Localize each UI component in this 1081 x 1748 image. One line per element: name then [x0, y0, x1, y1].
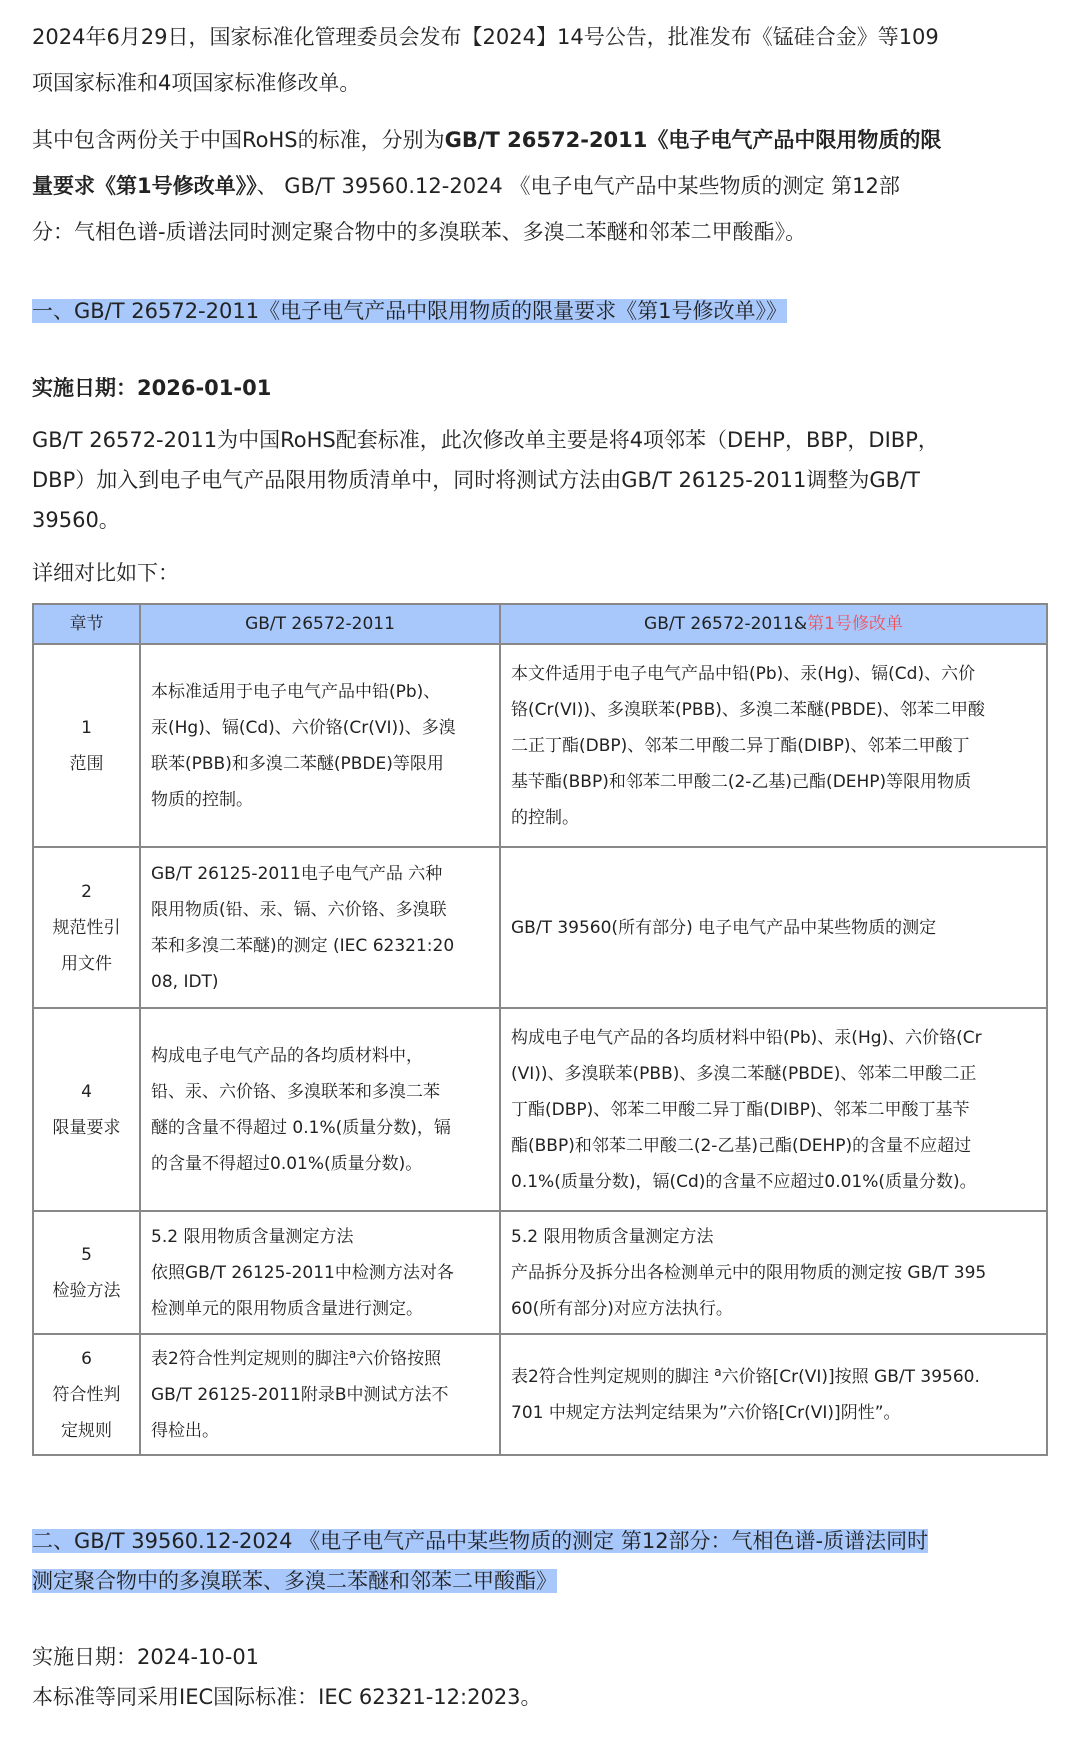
cell-line: 检测单元的限用物质含量进行测定。 — [151, 1298, 423, 1319]
section-name: 检验方法 — [52, 1280, 121, 1301]
old-cell — [140, 1334, 500, 1455]
section-name: 范围 — [69, 753, 104, 774]
intro-p1-line2: 项国家标准和4项国家标准修改单。 — [32, 71, 361, 95]
section1-desc-line2: DBP）加入到电子电气产品限用物质清单中，同时将测试方法由GB/T 26125-2011调整为GB/T — [32, 468, 920, 492]
cell-line: 的含量不得超过0.01%(质量分数)。 — [151, 1153, 423, 1174]
section2-heading: 二、GB/T 39560.12-2024 《电子电气产品中某些物质的测定 第12部分：气相色谱-质谱法同时 — [32, 1529, 929, 1553]
new-cell — [500, 644, 1047, 847]
cell-line: 产品拆分及拆分出各检测单元中的限用物质的测定按 GB/T 395 — [511, 1262, 987, 1283]
section-number: 1 — [81, 717, 92, 738]
cell-line: 基苄酯(BBP)和邻苯二甲酸二(2-乙基)己酯(DEHP)等限用物质 — [511, 771, 972, 792]
intro-p2-line1 — [32, 125, 941, 155]
new-cell — [500, 1334, 1047, 1455]
cell-line: 汞(Hg)、镉(Cd)、六价铬(Cr(VI))、多溴 — [151, 717, 456, 738]
section-name: 用文件 — [61, 953, 112, 974]
new-cell — [500, 847, 1047, 1008]
cell-line: 构成电子电气产品的各均质材料中铅(Pb)、汞(Hg)、六价铬(Cr — [511, 1027, 982, 1048]
cell-line: 铬(Cr(VI))、多溴联苯(PBB)、多溴二苯醚(PBDE)、邻苯二甲酸 — [511, 699, 985, 720]
section-name: 规范性引 — [52, 917, 121, 938]
cell-text: 六价铬按照 — [356, 1348, 442, 1369]
new-cell — [500, 1211, 1047, 1334]
table-row — [33, 847, 1047, 1008]
cell-line: 物质的控制。 — [151, 789, 253, 810]
section1-heading-line — [32, 296, 787, 326]
section2-heading-cont: 测定聚合物中的多溴联苯、多溴二苯醚和邻苯二甲酸酯》 — [32, 1569, 557, 1593]
cell-text: 表2符合性判定规则的脚注 — [151, 1348, 349, 1369]
intro-p2-bold-title-cont: 量要求《第1号修改单》》 — [32, 174, 257, 198]
header-new-standard — [500, 604, 1047, 644]
cell-line: 60(所有部分)对应方法执行。 — [511, 1298, 733, 1319]
section-cell — [33, 1334, 140, 1455]
old-cell — [140, 1211, 500, 1334]
section-number: 5 — [81, 1244, 92, 1265]
cell-line: 丁酯(DBP)、邻苯二甲酸二异丁酯(DIBP)、邻苯二甲酸丁基苄 — [511, 1099, 970, 1120]
cell-line: 得检出。 — [151, 1420, 219, 1441]
section2-date: 实施日期：2024-10-01 — [32, 1645, 260, 1669]
cell-line: GB/T 26125-2011电子电气产品 六种 — [151, 863, 443, 884]
cell-line: 醚的含量不得超过 0.1%(质量分数)，镉 — [151, 1117, 451, 1138]
new-cell — [500, 1008, 1047, 1211]
cell-line: 的控制。 — [511, 807, 579, 828]
footnote-marker: a — [714, 1364, 722, 1379]
section-number: 4 — [81, 1081, 92, 1102]
section2-note: 本标准等同采用IEC国际标准：IEC 62321-12:2023。 — [32, 1685, 542, 1709]
cell-line: 苯和多溴二苯醚)的测定 (IEC 62321:20 — [151, 935, 455, 956]
compare-intro: 详细对比如下： — [32, 561, 179, 585]
cell-line: 限用物质(铅、汞、镉、六价铬、多溴联 — [151, 899, 447, 920]
cell-line: 5.2 限用物质含量测定方法 — [151, 1226, 354, 1247]
old-cell — [140, 644, 500, 847]
cell-line: 联苯(PBB)和多溴二苯醚(PBDE)等限用 — [151, 753, 444, 774]
section2-heading-line1 — [32, 1526, 928, 1556]
cell-line: GB/T 39560(所有部分) 电子电气产品中某些物质的测定 — [511, 917, 937, 938]
comparison-table — [32, 603, 1048, 1456]
cell-line: 5.2 限用物质含量测定方法 — [511, 1226, 714, 1247]
intro-p2-text: 其中包含两份关于中国RoHS的标准，分别为 — [32, 128, 445, 152]
table-row — [33, 1211, 1047, 1334]
intro-p2-text-cont: 、 GB/T 39560.12-2024 《电子电气产品中某些物质的测定 第12部 — [256, 174, 900, 198]
section1-desc-line1: GB/T 26572-2011为中国RoHS配套标准，此次修改单主要是将4项邻苯（DEHP，BBP，DIBP， — [32, 428, 939, 452]
section-cell — [33, 644, 140, 847]
section-cell — [33, 1008, 140, 1211]
cell-text: 六价铬[Cr(VI)]按照 GB/T 39560. — [721, 1366, 980, 1387]
footnote-marker: a — [348, 1346, 357, 1361]
table-row — [33, 1008, 1047, 1211]
cell-line: 依照GB/T 26125-2011中检测方法对各 — [151, 1262, 454, 1283]
cell-line: 701 中规定方法判定结果为”六价铬[Cr(VI)]阴性”。 — [511, 1402, 901, 1423]
cell-text: 表2符合性判定规则的脚注 — [511, 1366, 715, 1387]
intro-p2-bold-title: GB/T 26572-2011《电子电气产品中限用物质的限 — [444, 128, 942, 152]
cell-line: (VI))、多溴联苯(PBB)、多溴二苯醚(PBDE)、邻苯二甲酸二正 — [511, 1063, 977, 1084]
old-cell — [140, 1008, 500, 1211]
intro-p2-line3: 分：气相色谱-质谱法同时测定聚合物中的多溴联苯、多溴二苯醚和邻苯二甲酸酯》。 — [32, 220, 807, 244]
section2-heading-line2 — [32, 1566, 557, 1596]
header-old-standard: GB/T 26572-2011 — [140, 604, 500, 644]
cell-line: GB/T 26125-2011附录B中测试方法不 — [151, 1384, 449, 1405]
intro-p2-line2 — [32, 171, 900, 201]
section-number: 2 — [81, 881, 92, 902]
section-cell — [33, 1211, 140, 1334]
section-name: 限量要求 — [52, 1117, 121, 1138]
cell-line: 0.1%(质量分数)，镉(Cd)的含量不应超过0.01%(质量分数)。 — [511, 1171, 977, 1192]
cell-line: 酯(BBP)和邻苯二甲酸二(2-乙基)己酯(DEHP)的含量不应超过 — [511, 1135, 972, 1156]
old-cell — [140, 847, 500, 1008]
section-cell — [33, 847, 140, 1008]
table-row — [33, 1334, 1047, 1455]
section1-date: 实施日期：2026-01-01 — [32, 376, 272, 400]
cell-line: 本标准适用于电子电气产品中铅(Pb)、 — [151, 681, 441, 702]
cell-line: 构成电子电气产品的各均质材料中， — [151, 1045, 423, 1066]
cell-line: 二正丁酯(DBP)、邻苯二甲酸二异丁酯(DIBP)、邻苯二甲酸丁 — [511, 735, 970, 756]
section1-heading: 一、GB/T 26572-2011《电子电气产品中限用物质的限量要求《第1号修改单》》 — [32, 299, 787, 323]
cell-line: 本文件适用于电子电气产品中铅(Pb)、汞(Hg)、镉(Cd)、六价 — [511, 663, 976, 684]
header-new-amendment: 第1号修改单 — [807, 614, 903, 634]
table-row — [33, 644, 1047, 847]
header-new-prefix: GB/T 26572-2011& — [644, 614, 808, 634]
intro-p1-line1: 2024年6月29日，国家标准化管理委员会发布【2024】14号公告，批准发布《锰硅合金》等109 — [32, 25, 939, 49]
header-section: 章节 — [33, 604, 140, 644]
cell-line: 08, IDT) — [151, 971, 219, 992]
section-name: 符合性判 — [52, 1384, 121, 1405]
table-header-row — [33, 604, 1047, 644]
section-name: 定规则 — [61, 1420, 112, 1441]
section-number: 6 — [81, 1348, 92, 1369]
section1-desc-line3: 39560。 — [32, 508, 120, 532]
cell-line — [511, 1359, 1036, 1395]
cell-line: 铅、汞、六价铬、多溴联苯和多溴二苯 — [151, 1081, 440, 1102]
cell-line — [151, 1341, 489, 1377]
